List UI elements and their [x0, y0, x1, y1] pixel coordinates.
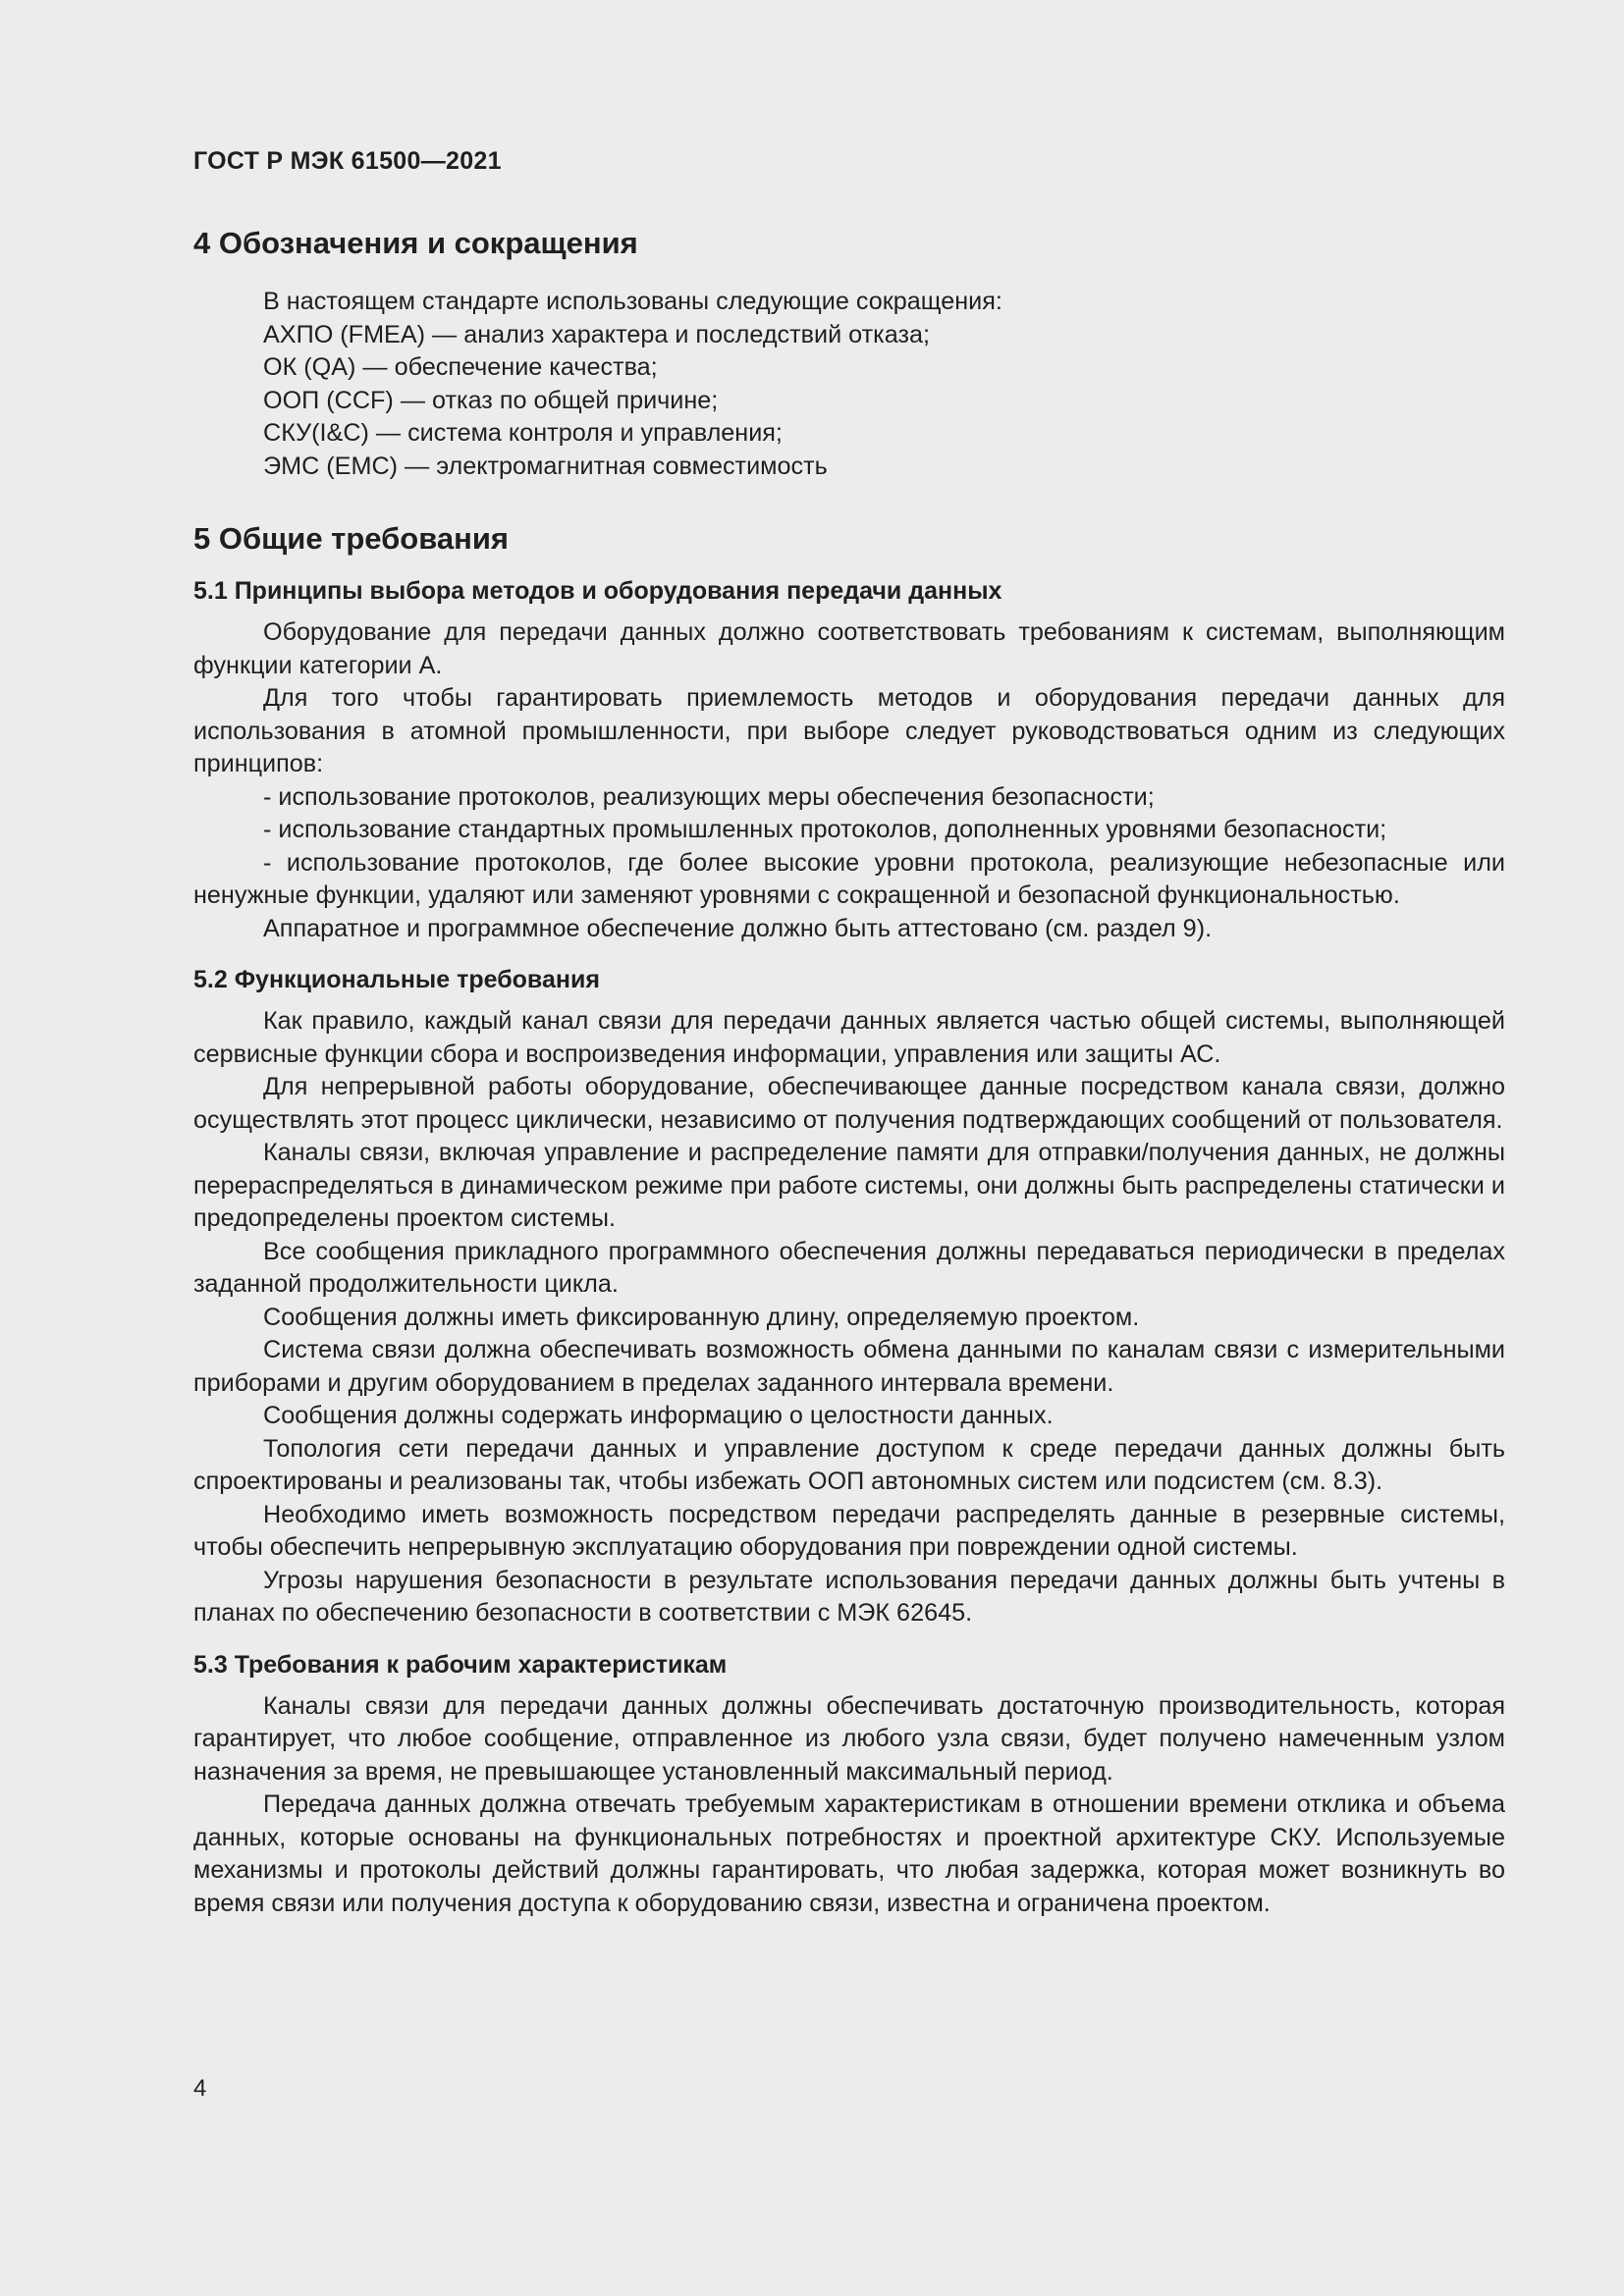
paragraph: Как правило, каждый канал связи для передачи данных является частью общей системы, выполняющей сервисные функции сбора и воспроизведения информации, управления или защиты АС.	[193, 1007, 1505, 1068]
paragraph: Необходимо иметь возможность посредством передачи распределять данные в резервные системы, чтобы обеспечить непрерывную эксплуатацию оборудования при повреждении одной системы.	[193, 1500, 1505, 1561]
paragraph: Сообщения должны иметь фиксированную длину, определяемую проектом.	[263, 1303, 1140, 1331]
list-item: - использование протоколов, где более высокие уровни протокола, реализующие небезопасные или ненужные функции, удаляют или заменяют уровнями с сокращенной и безопасной функциональностью.	[193, 848, 1505, 909]
paragraph: Каналы связи для передачи данных должны обеспечивать достаточную производительность, которая гарантирует, что любое сообщение, отправленное из любого узла связи, будет получено намеченным узлом назначения за время, не превышающее установленный максимальный период.	[193, 1691, 1505, 1786]
abbreviation-list	[193, 286, 1505, 483]
paragraph: Топология сети передачи данных и управление доступом к среде передачи данных должны быть спроектированы и реализованы так, чтобы избежать ООП автономных систем или подсистем (см. 8.3).	[193, 1434, 1505, 1495]
section-5-title: 5 Общие требования	[193, 521, 509, 556]
section-5-3-body	[193, 1690, 1505, 1921]
list-item: - использование протоколов, реализующих меры обеспечения безопасности;	[263, 782, 1155, 811]
section-4-title: 4 Обозначения и сокращения	[193, 226, 638, 260]
section-5-3-title: 5.3 Требования к рабочим характеристикам	[193, 1650, 728, 1679]
document-header: ГОСТ Р МЭК 61500—2021	[193, 147, 502, 175]
abbreviation-item: ООП (CCF) — отказ по общей причине;	[263, 386, 719, 414]
paragraph: Все сообщения прикладного программного обеспечения должны передаваться периодически в пределах заданной продолжительности цикла.	[193, 1237, 1505, 1298]
abbreviation-item: АХПО (FMEA) — анализ характера и последствий отказа;	[263, 320, 931, 348]
abbreviation-item: ЭМС (EMC) — электромагнитная совместимость	[263, 452, 828, 480]
paragraph: Для непрерывной работы оборудование, обеспечивающее данные посредством канала связи, должно осуществлять этот процесс циклически, независимо от получения подтверждающих сообщений от пользователя.	[193, 1073, 1505, 1134]
abbreviation-item: СКУ(I&C) — система контроля и управления;	[263, 419, 783, 447]
section-5-2-title: 5.2 Функциональные требования	[193, 966, 600, 993]
paragraph: Система связи должна обеспечивать возможность обмена данными по каналам связи с измерительными приборами и другим оборудованием в пределах заданного интервала времени.	[193, 1336, 1505, 1397]
paragraph: Оборудование для передачи данных должно соответствовать требованиям к системам, выполняющим функции категории А.	[193, 618, 1505, 679]
paragraph: Сообщения должны содержать информацию о целостности данных.	[263, 1402, 1054, 1429]
page-number: 4	[193, 2075, 207, 2102]
section-5-2-body	[193, 1005, 1505, 1630]
paragraph: Каналы связи, включая управление и распределение памяти для отправки/получения данных, не должны перераспределяться в динамическом режиме при работе системы, они должны быть распределены статически и предопределены проектом системы.	[193, 1139, 1505, 1232]
paragraph: Для того чтобы гарантировать приемлемость методов и оборудования передачи данных для использования в атомной промышленности, при выборе следует руководствоваться одним из следующих принципов:	[193, 684, 1505, 777]
page-content	[193, 224, 1505, 1920]
paragraph: Угрозы нарушения безопасности в результате использования передачи данных должны быть учтены в планах по обеспечению безопасности в соответствии с МЭК 62645.	[193, 1566, 1505, 1627]
paragraph: Аппаратное и программное обеспечение должно быть аттестовано (см. раздел 9).	[263, 914, 1213, 942]
abbreviation-intro: В настоящем стандарте использованы следующие сокращения:	[263, 288, 1002, 315]
abbreviation-item: ОК (QA) — обеспечение качества;	[263, 353, 658, 381]
section-5-1-body	[193, 616, 1505, 945]
list-item: - использование стандартных промышленных протоколов, дополненных уровнями безопасности;	[263, 816, 1387, 843]
paragraph: Передача данных должна отвечать требуемым характеристикам в отношении времени отклика и объема данных, которые основаны на функциональных потребностях и проектной архитектуре СКУ. Используемые механизмы и протоколы действий должны гарантировать, что любая задержка, которая может возникнуть во время связи или получения доступа к оборудованию связи, известна и ограничена проектом.	[193, 1790, 1505, 1917]
section-5-1-title: 5.1 Принципы выбора методов и оборудования передачи данных	[193, 577, 1002, 605]
